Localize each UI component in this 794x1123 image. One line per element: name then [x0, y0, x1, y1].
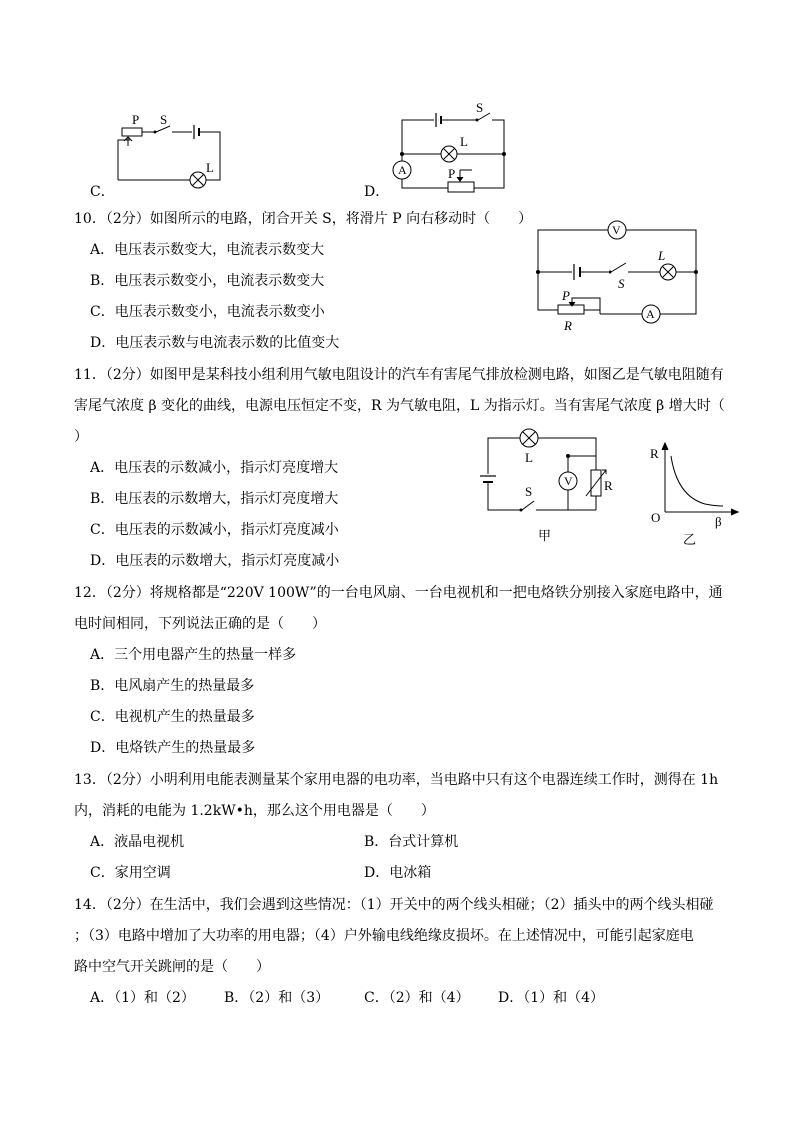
q11-option-c[interactable]: C．电压表的示数减小，指示灯亮度减小 [90, 522, 339, 538]
q11-yi-label-r: R [650, 446, 659, 461]
q11-jia-label-r: R [604, 478, 613, 493]
q10-option-b[interactable]: B．电压表示数变小，电流表示数变大 [90, 273, 325, 289]
q14-stem-line3: 路中空气开关跳闸的是（ ） [74, 959, 270, 975]
q12-option-b[interactable]: B．电风扇产生的热量最多 [90, 678, 255, 694]
q13-option-b[interactable]: B．台式计算机 [364, 834, 459, 850]
q10-label-a: A [646, 307, 655, 321]
q13-option-a[interactable]: A．液晶电视机 [90, 834, 185, 850]
q9-option-c-label: C． [90, 184, 115, 200]
q9-option-c-circuit [110, 110, 230, 190]
fig-d-label-l: L [460, 134, 468, 149]
q10-label-p: P [562, 288, 570, 303]
fig-d-label-a: A [398, 163, 407, 177]
q9-option-d-label: D． [364, 184, 390, 200]
q10-label-v: V [612, 223, 621, 237]
q11-option-d[interactable]: D．电压表的示数增大，指示灯亮度减小 [90, 553, 340, 569]
q9-option-d-circuit [390, 98, 510, 194]
q11-yi-graph-figure [645, 440, 745, 550]
q14-option-a[interactable]: A．（1）和（2） [90, 990, 195, 1006]
fig-c-label-l: L [206, 160, 214, 175]
q11-jia-label-v: V [564, 474, 573, 488]
q10-label-r: R [564, 318, 572, 333]
q10-label-l: L [658, 248, 666, 263]
q11-jia-label-l: L [525, 450, 533, 465]
q11-jia-label-s: S [525, 484, 533, 499]
q13-stem-line2: 内，消耗的电能为 1.2kW•h，那么这个用电器是（ ） [74, 803, 435, 819]
q11-yi-label-beta: β [715, 514, 722, 529]
q10-label-s: S [618, 276, 625, 291]
fig-c-label-p: P [132, 112, 140, 127]
q14-option-d[interactable]: D．（1）和（4） [498, 990, 605, 1006]
q12-option-a[interactable]: A．三个用电器产生的热量一样多 [90, 647, 297, 663]
q10-option-d[interactable]: D．电压表示数与电流表示数的比值变大 [90, 335, 340, 351]
q11-stem-line3: ） [74, 429, 88, 445]
q10-stem: 10．（2分）如图所示的电路，闭合开关 S，将滑片 P 向右移动时（ ） [74, 211, 533, 227]
q12-option-c[interactable]: C．电视机产生的热量最多 [90, 709, 255, 725]
q10-option-a[interactable]: A．电压表示数变大，电流表示数变大 [90, 242, 325, 258]
q11-yi-caption: 乙 [683, 532, 697, 547]
q12-stem-line1: 12．（2分）将规格都是“220V 100W”的一台电风扇、一台电视机和一把电烙铁分别接入家庭电路中，通 [74, 585, 723, 601]
q11-option-b[interactable]: B．电压表的示数增大，指示灯亮度增大 [90, 491, 339, 507]
q11-option-a[interactable]: A．电压表的示数减小，指示灯亮度增大 [90, 460, 339, 476]
q13-option-c[interactable]: C．家用空调 [90, 865, 171, 881]
fig-c-label-s: S [160, 112, 168, 127]
fig-d-label-p: P [448, 166, 456, 181]
q11-stem-line1: 11．（2分）如图甲是某科技小组利用气敏电阻设计的汽车有害尾气排放检测电路，如图乙是气敏电阻随有 [74, 367, 724, 383]
q12-stem-line2: 电时间相同，下列说法正确的是（ ） [74, 616, 326, 632]
q13-stem-line1: 13．（2分）小明利用电能表测量某个家用电器的电功率，当电路中只有这个电器连续工作时，测得在 1h [74, 772, 719, 788]
q14-stem-line2: ；（3）电路中增加了大功率的用电器；（4）户外输电线绝缘皮损坏。在上述情况中，可能引起家庭电 [74, 928, 694, 944]
q10-option-c[interactable]: C．电压表示数变小，电流表示数变小 [90, 304, 325, 320]
q12-option-d[interactable]: D．电烙铁产生的热量最多 [90, 740, 256, 756]
q13-option-d[interactable]: D．电冰箱 [364, 865, 432, 881]
q11-jia-circuit-figure [478, 424, 623, 549]
fig-d-label-s: S [476, 100, 484, 115]
q14-stem-line1: 14．（2分）在生活中，我们会遇到这些情况：（1）开关中的两个线头相碰；（2）插头中的两个线头相碰 [74, 897, 714, 913]
q14-option-b[interactable]: B．（2）和（3） [224, 990, 330, 1006]
q10-circuit-figure [530, 218, 706, 336]
q11-jia-caption: 甲 [538, 528, 552, 543]
q11-yi-label-o: O [651, 510, 661, 525]
q14-option-c[interactable]: C．（2）和（4） [364, 990, 470, 1006]
q11-stem-line2: 害尾气浓度 β 变化的曲线，电源电压恒定不变，R 为气敏电阻，L 为指示灯。当有害尾气浓度 β 增大时（ [74, 398, 725, 414]
